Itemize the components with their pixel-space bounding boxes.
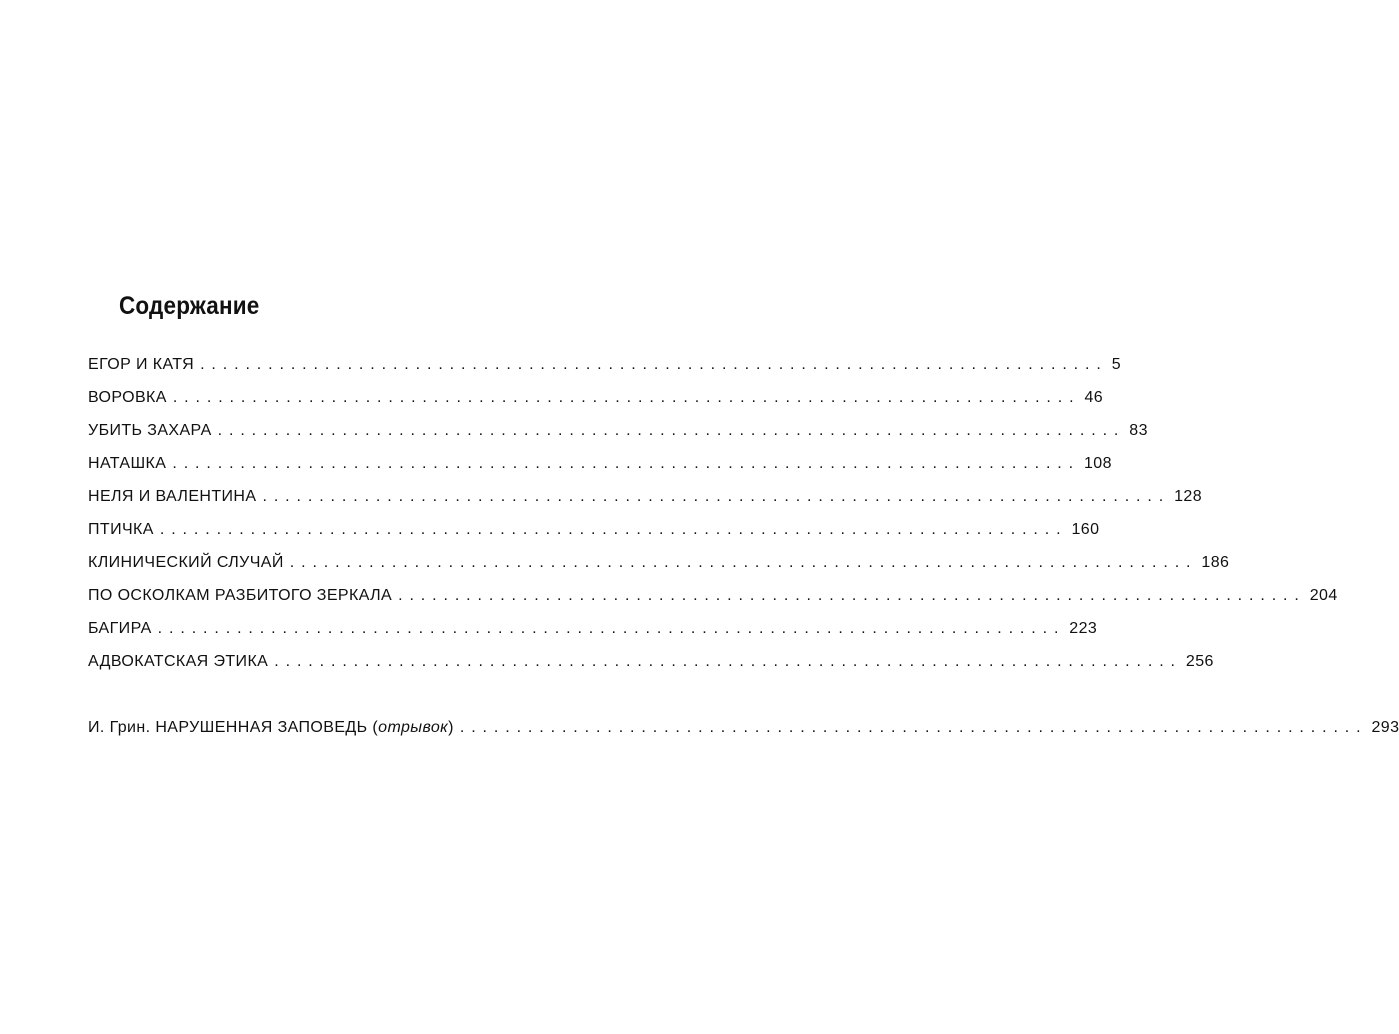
toc-spacer xyxy=(88,685,626,718)
toc-entry-page: 186 xyxy=(1201,554,1230,571)
dot-leader: ................................................................................ xyxy=(200,356,1108,373)
appendix-author: И. Грин. xyxy=(88,719,151,736)
toc-appendix-title: И. Грин. НАРУШЕННАЯ ЗАПОВЕДЬ (отрывок) xyxy=(88,719,454,736)
toc-entry-page: 5 xyxy=(1111,356,1122,373)
toc-appendix-entry xyxy=(88,718,1399,751)
toc-entry-page: 256 xyxy=(1185,653,1214,670)
toc-entry xyxy=(88,487,1202,520)
toc-entry-page: 293 xyxy=(1371,719,1399,736)
toc-entry xyxy=(88,586,1338,619)
toc-entry-page: 160 xyxy=(1071,521,1100,538)
dot-leader: ................................................................................ xyxy=(159,521,1068,538)
toc-entry-page: 204 xyxy=(1309,587,1338,604)
dot-leader: ................................................................................ xyxy=(289,554,1198,571)
toc-entry-page: 223 xyxy=(1069,620,1098,637)
toc-entry-title: ПО ОСКОЛКАМ РАЗБИТОГО ЗЕРКАЛА xyxy=(88,587,393,604)
dot-leader: ................................................................................ xyxy=(172,455,1080,472)
toc-entry-title: АДВОКАТСКАЯ ЭТИКА xyxy=(88,653,269,670)
toc-entry xyxy=(88,652,1214,685)
toc-entry-title: ЕГОР И КАТЯ xyxy=(88,356,195,373)
dot-leader: ................................................................................ xyxy=(217,422,1126,439)
toc-entry-title: ПТИЧКА xyxy=(88,521,154,538)
toc-entry xyxy=(88,355,1122,388)
toc-entry xyxy=(88,520,1100,553)
dot-leader: ................................................................................ xyxy=(274,653,1182,670)
dot-leader: ................................................................................ xyxy=(157,620,1066,637)
appendix-note: отрывок xyxy=(378,719,449,736)
dot-leader: ................................................................................ xyxy=(459,719,1368,736)
toc-entry xyxy=(88,454,1112,487)
toc-entry-title: ВОРОВКА xyxy=(88,389,167,406)
toc-entry-title: УБИТЬ ЗАХАРА xyxy=(88,422,212,439)
toc-entry-title: КЛИНИЧЕСКИЙ СЛУЧАЙ xyxy=(88,554,284,571)
toc-entry-page: 83 xyxy=(1129,422,1148,439)
toc-entry-title: НЕЛЯ И ВАЛЕНТИНА xyxy=(88,488,257,505)
dot-leader: ................................................................................ xyxy=(398,587,1306,604)
toc-entry-page: 46 xyxy=(1084,389,1104,406)
toc-entry-page: 108 xyxy=(1083,455,1112,472)
dot-leader: ................................................................................ xyxy=(262,488,1171,505)
appendix-work-title: НАРУШЕННАЯ ЗАПОВЕДЬ xyxy=(155,719,368,736)
dot-leader: ................................................................................ xyxy=(172,389,1081,406)
page-title: Содержание xyxy=(119,292,260,320)
toc-entry xyxy=(88,553,1230,586)
toc-entry-title: БАГИРА xyxy=(88,620,152,637)
toc-entry xyxy=(88,619,1098,652)
toc-entry xyxy=(88,388,1104,421)
toc-entry-page: 128 xyxy=(1174,488,1202,505)
toc-entry xyxy=(88,421,1148,454)
table-of-contents xyxy=(88,355,1399,751)
toc-entry-title: НАТАШКА xyxy=(88,455,167,472)
